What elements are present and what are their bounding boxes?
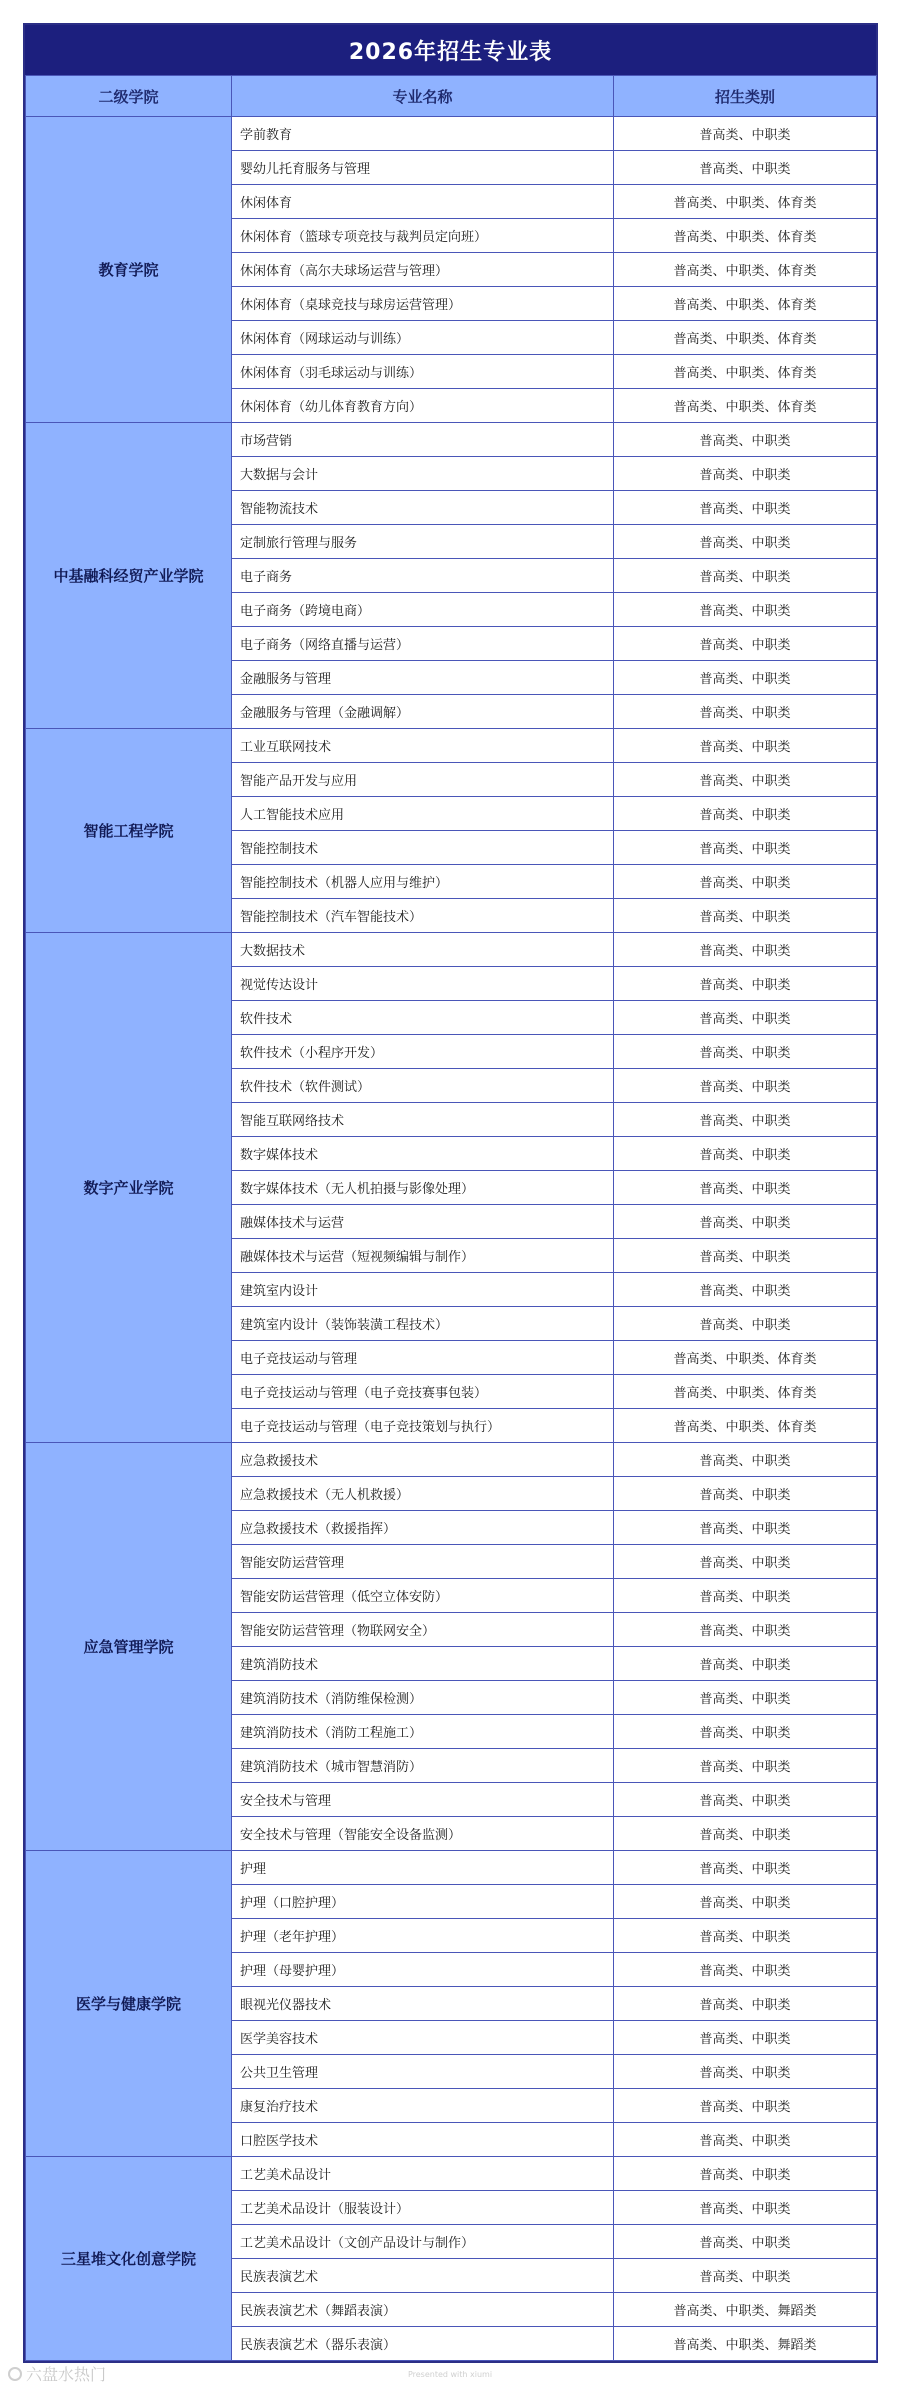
enrollment-category: 普高类、中职类 (614, 1205, 877, 1239)
major-name: 建筑室内设计 (232, 1273, 614, 1307)
major-name: 休闲体育（桌球竞技与球房运营管理） (232, 287, 614, 321)
major-name: 软件技术 (232, 1001, 614, 1035)
enrollment-category: 普高类、中职类 (614, 1035, 877, 1069)
enrollment-category: 普高类、中职类、体育类 (614, 287, 877, 321)
major-name: 民族表演艺术（器乐表演） (232, 2327, 614, 2361)
enrollment-category: 普高类、中职类 (614, 1103, 877, 1137)
enrollment-category: 普高类、中职类 (614, 1239, 877, 1273)
enrollment-category: 普高类、中职类 (614, 661, 877, 695)
enrollment-category: 普高类、中职类 (614, 1987, 877, 2021)
enrollment-category: 普高类、中职类 (614, 933, 877, 967)
enrollment-category: 普高类、中职类 (614, 1817, 877, 1851)
major-name: 安全技术与管理（智能安全设备监测） (232, 1817, 614, 1851)
enrollment-category: 普高类、中职类 (614, 593, 877, 627)
major-name: 智能产品开发与应用 (232, 763, 614, 797)
enrollment-category: 普高类、中职类、体育类 (614, 1341, 877, 1375)
major-name: 数字媒体技术（无人机拍摄与影像处理） (232, 1171, 614, 1205)
major-name: 护理（老年护理） (232, 1919, 614, 1953)
college-name: 中基融科经贸产业学院 (26, 423, 232, 729)
enrollment-category: 普高类、中职类 (614, 1715, 877, 1749)
major-name: 建筑消防技术 (232, 1647, 614, 1681)
header-category: 招生类别 (614, 76, 877, 117)
table-title: 2026年招生专业表 (25, 25, 876, 75)
major-name: 建筑消防技术（城市智慧消防） (232, 1749, 614, 1783)
major-name: 融媒体技术与运营 (232, 1205, 614, 1239)
table-row (26, 729, 877, 763)
enrollment-category: 普高类、中职类 (614, 1137, 877, 1171)
enrollment-category: 普高类、中职类 (614, 967, 877, 1001)
major-name: 智能安防运营管理（低空立体安防） (232, 1579, 614, 1613)
college-name: 医学与健康学院 (26, 1851, 232, 2157)
major-name: 建筑消防技术（消防维保检测） (232, 1681, 614, 1715)
major-name: 民族表演艺术 (232, 2259, 614, 2293)
major-name: 电子商务 (232, 559, 614, 593)
enrollment-category: 普高类、中职类 (614, 1171, 877, 1205)
major-name: 工业互联网技术 (232, 729, 614, 763)
major-name: 智能控制技术（机器人应用与维护） (232, 865, 614, 899)
major-name: 休闲体育（篮球专项竞技与裁判员定向班） (232, 219, 614, 253)
enrollment-category: 普高类、中职类 (614, 865, 877, 899)
enrollment-category: 普高类、中职类 (614, 2259, 877, 2293)
enrollment-category: 普高类、中职类 (614, 1783, 877, 1817)
major-name: 应急救援技术 (232, 1443, 614, 1477)
major-name: 金融服务与管理 (232, 661, 614, 695)
enrollment-category: 普高类、中职类 (614, 2021, 877, 2055)
table-row (26, 117, 877, 151)
enrollment-category: 普高类、中职类、体育类 (614, 185, 877, 219)
major-name: 休闲体育 (232, 185, 614, 219)
enrollment-category: 普高类、中职类 (614, 1919, 877, 1953)
major-name: 应急救援技术（救援指挥） (232, 1511, 614, 1545)
major-name: 市场营销 (232, 423, 614, 457)
major-name: 工艺美术品设计 (232, 2157, 614, 2191)
enrollment-category: 普高类、中职类 (614, 1885, 877, 1919)
major-name: 婴幼儿托育服务与管理 (232, 151, 614, 185)
major-name: 应急救援技术（无人机救援） (232, 1477, 614, 1511)
major-name: 工艺美术品设计（文创产品设计与制作） (232, 2225, 614, 2259)
enrollment-category: 普高类、中职类 (614, 2089, 877, 2123)
major-name: 大数据与会计 (232, 457, 614, 491)
major-name: 医学美容技术 (232, 2021, 614, 2055)
major-name: 民族表演艺术（舞蹈表演） (232, 2293, 614, 2327)
college-name: 三星堆文化创意学院 (26, 2157, 232, 2361)
major-name: 护理（口腔护理） (232, 1885, 614, 1919)
enrollment-category: 普高类、中职类 (614, 1069, 877, 1103)
major-name: 智能安防运营管理（物联网安全） (232, 1613, 614, 1647)
header-college: 二级学院 (26, 76, 232, 117)
footnote: Presented with xiumi (407, 2370, 493, 2379)
enrollment-category: 普高类、中职类 (614, 423, 877, 457)
enrollment-category: 普高类、中职类、体育类 (614, 1375, 877, 1409)
major-name: 软件技术（软件测试） (232, 1069, 614, 1103)
enrollment-category: 普高类、中职类 (614, 1681, 877, 1715)
major-name: 智能物流技术 (232, 491, 614, 525)
enrollment-category: 普高类、中职类 (614, 457, 877, 491)
enrollment-category: 普高类、中职类、体育类 (614, 219, 877, 253)
enrollment-category: 普高类、中职类 (614, 525, 877, 559)
major-name: 数字媒体技术 (232, 1137, 614, 1171)
major-name: 智能控制技术 (232, 831, 614, 865)
college-name: 数字产业学院 (26, 933, 232, 1443)
major-name: 建筑室内设计（装饰装潢工程技术） (232, 1307, 614, 1341)
table-row (26, 423, 877, 457)
major-name: 大数据技术 (232, 933, 614, 967)
enrollment-category: 普高类、中职类 (614, 1851, 877, 1885)
enrollment-category: 普高类、中职类、舞蹈类 (614, 2327, 877, 2361)
enrollment-category: 普高类、中职类 (614, 491, 877, 525)
major-name: 软件技术（小程序开发） (232, 1035, 614, 1069)
enrollment-category: 普高类、中职类 (614, 1443, 877, 1477)
major-name: 学前教育 (232, 117, 614, 151)
enrollment-category: 普高类、中职类 (614, 1273, 877, 1307)
enrollment-category: 普高类、中职类 (614, 2157, 877, 2191)
enrollment-category: 普高类、中职类 (614, 1001, 877, 1035)
major-name: 定制旅行管理与服务 (232, 525, 614, 559)
major-name: 休闲体育（幼儿体育教育方向） (232, 389, 614, 423)
watermark-text: 六盘水热门 (26, 2365, 107, 2384)
enrollment-category: 普高类、中职类 (614, 1477, 877, 1511)
major-name: 电子竞技运动与管理（电子竞技策划与执行） (232, 1409, 614, 1443)
major-name: 智能控制技术（汽车智能技术） (232, 899, 614, 933)
table-row (26, 933, 877, 967)
table-row (26, 1443, 877, 1477)
major-name: 电子竞技运动与管理（电子竞技赛事包装） (232, 1375, 614, 1409)
enrollment-category: 普高类、中职类 (614, 559, 877, 593)
major-name: 口腔医学技术 (232, 2123, 614, 2157)
enrollment-category: 普高类、中职类 (614, 695, 877, 729)
enrollment-category: 普高类、中职类、体育类 (614, 1409, 877, 1443)
major-name: 视觉传达设计 (232, 967, 614, 1001)
major-name: 康复治疗技术 (232, 2089, 614, 2123)
enrollment-category: 普高类、中职类 (614, 1545, 877, 1579)
major-name: 智能安防运营管理 (232, 1545, 614, 1579)
header-major: 专业名称 (232, 76, 614, 117)
enrollment-category: 普高类、中职类 (614, 1579, 877, 1613)
enrollment-category: 普高类、中职类 (614, 1749, 877, 1783)
major-name: 公共卫生管理 (232, 2055, 614, 2089)
major-name: 人工智能技术应用 (232, 797, 614, 831)
major-name: 休闲体育（羽毛球运动与训练） (232, 355, 614, 389)
major-name: 融媒体技术与运营（短视频编辑与制作） (232, 1239, 614, 1273)
enrollment-category: 普高类、中职类、体育类 (614, 321, 877, 355)
major-name: 工艺美术品设计（服装设计） (232, 2191, 614, 2225)
enrollment-category: 普高类、中职类 (614, 2191, 877, 2225)
table-row (26, 2157, 877, 2191)
enrollment-category: 普高类、中职类 (614, 1307, 877, 1341)
enrollment-category: 普高类、中职类、体育类 (614, 253, 877, 287)
majors-table (25, 75, 877, 2361)
major-name: 休闲体育（网球运动与训练） (232, 321, 614, 355)
enrollment-category: 普高类、中职类 (614, 1613, 877, 1647)
header-row (26, 76, 877, 117)
major-name: 电子竞技运动与管理 (232, 1341, 614, 1375)
table-row (26, 1851, 877, 1885)
enrollment-category: 普高类、中职类 (614, 763, 877, 797)
enrollment-category: 普高类、中职类 (614, 627, 877, 661)
major-name: 智能互联网络技术 (232, 1103, 614, 1137)
major-name: 金融服务与管理（金融调解） (232, 695, 614, 729)
enrollment-category: 普高类、中职类 (614, 1953, 877, 1987)
enrollment-category: 普高类、中职类 (614, 2123, 877, 2157)
enrollment-category: 普高类、中职类、体育类 (614, 355, 877, 389)
enrollment-category: 普高类、中职类、体育类 (614, 389, 877, 423)
enrollment-category: 普高类、中职类 (614, 729, 877, 763)
enrollment-category: 普高类、中职类 (614, 797, 877, 831)
major-name: 电子商务（网络直播与运营） (232, 627, 614, 661)
enrollment-category: 普高类、中职类、舞蹈类 (614, 2293, 877, 2327)
enrollment-category: 普高类、中职类 (614, 2055, 877, 2089)
major-name: 护理 (232, 1851, 614, 1885)
enrollment-category: 普高类、中职类 (614, 1647, 877, 1681)
college-name: 应急管理学院 (26, 1443, 232, 1851)
major-name: 休闲体育（高尔夫球场运营与管理） (232, 253, 614, 287)
enrollment-category: 普高类、中职类 (614, 2225, 877, 2259)
enrollment-category: 普高类、中职类 (614, 899, 877, 933)
table-body (26, 117, 877, 2361)
major-name: 安全技术与管理 (232, 1783, 614, 1817)
enrollment-category: 普高类、中职类 (614, 1511, 877, 1545)
college-name: 教育学院 (26, 117, 232, 423)
major-name: 护理（母婴护理） (232, 1953, 614, 1987)
major-name: 电子商务（跨境电商） (232, 593, 614, 627)
college-name: 智能工程学院 (26, 729, 232, 933)
enrollment-table (23, 23, 878, 2363)
enrollment-category: 普高类、中职类 (614, 831, 877, 865)
major-name: 眼视光仪器技术 (232, 1987, 614, 2021)
enrollment-category: 普高类、中职类 (614, 151, 877, 185)
major-name: 建筑消防技术（消防工程施工） (232, 1715, 614, 1749)
enrollment-category: 普高类、中职类 (614, 117, 877, 151)
